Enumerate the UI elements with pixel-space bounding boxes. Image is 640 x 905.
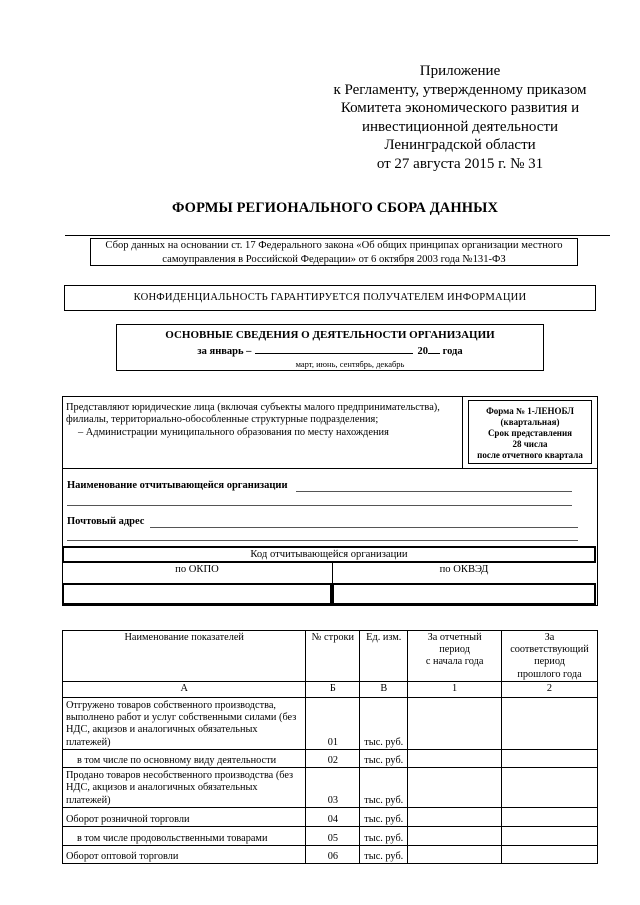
row-unit: тыс. руб. bbox=[360, 767, 408, 807]
table-row bbox=[63, 845, 598, 863]
org-name-label: Наименование отчитывающейся организации bbox=[67, 480, 288, 491]
col-header-period bbox=[408, 631, 502, 682]
appendix-block bbox=[300, 62, 620, 173]
col-code: 1 bbox=[408, 681, 502, 697]
form-frequency: (квартальная) bbox=[500, 417, 560, 427]
value-previous[interactable] bbox=[502, 697, 598, 749]
table-header-row bbox=[63, 631, 598, 682]
indicators-table bbox=[62, 630, 598, 864]
respondents-line: Представляют юридические лица (включая субъекты малого предпринимательства), bbox=[66, 402, 440, 413]
value-current[interactable] bbox=[408, 826, 502, 845]
table-row bbox=[63, 826, 598, 845]
col-code: 2 bbox=[502, 681, 598, 697]
confidentiality-notice: КОНФИДЕНЦИАЛЬНОСТЬ ГАРАНТИРУЕТСЯ ПОЛУЧАТЕЛЕМ ИНФОРМАЦИИ bbox=[64, 285, 596, 311]
period-year-field[interactable] bbox=[428, 344, 440, 354]
table-row bbox=[63, 767, 598, 807]
row-no: 02 bbox=[306, 749, 360, 767]
report-title: ОСНОВНЫЕ СВЕДЕНИЯ О ДЕЯТЕЛЬНОСТИ ОРГАНИЗАЦИИ bbox=[165, 329, 495, 341]
value-current[interactable] bbox=[408, 749, 502, 767]
row-name: в том числе продовольственными товарами bbox=[63, 826, 306, 845]
col-header-row-no: № строки bbox=[306, 631, 360, 682]
header-line: период bbox=[534, 656, 565, 668]
appendix-line: Приложение bbox=[419, 63, 501, 79]
value-previous[interactable] bbox=[502, 826, 598, 845]
row-name: Оборот розничной торговли bbox=[63, 807, 306, 826]
col-code: В bbox=[360, 681, 408, 697]
col-header-unit: Ед. изм. bbox=[360, 631, 408, 682]
year-prefix: 20 bbox=[417, 346, 428, 357]
report-period-box bbox=[116, 324, 544, 371]
row-no: 04 bbox=[306, 807, 360, 826]
respondents-line: филиалы, территориально-обособленные структурные подразделения; bbox=[66, 414, 379, 426]
okpo-input[interactable] bbox=[62, 583, 332, 605]
report-period-line bbox=[117, 344, 543, 357]
org-name-field[interactable] bbox=[296, 491, 572, 492]
appendix-line: к Регламенту, утвержденному приказом bbox=[333, 81, 587, 98]
address-field-line2[interactable] bbox=[67, 540, 578, 541]
row-unit: тыс. руб. bbox=[360, 845, 408, 863]
row-name: Оборот оптовой торговли bbox=[63, 845, 306, 863]
code-divider bbox=[332, 563, 333, 583]
row-unit: тыс. руб. bbox=[360, 807, 408, 826]
period-month-field[interactable] bbox=[255, 344, 413, 354]
appendix-line: от 27 августа 2015 г. № 31 bbox=[376, 155, 544, 172]
appendix-line: Ленинградской области bbox=[384, 137, 536, 153]
period-hint: март, июнь, сентябрь, декабрь bbox=[295, 359, 405, 369]
respondents-line: – Администрации муниципального образования по месту нахождения bbox=[78, 426, 389, 438]
legal-basis-line: Сбор данных на основании ст. 17 Федерального закона «Об общих принципах организации местного bbox=[105, 240, 563, 251]
org-name-field-line2[interactable] bbox=[67, 505, 572, 506]
table-row bbox=[63, 749, 598, 767]
okpo-label: по ОКПО bbox=[175, 564, 219, 575]
header-line: период bbox=[439, 644, 471, 656]
value-previous[interactable] bbox=[502, 845, 598, 863]
row-name: Отгружено товаров собственного производства, выполнено работ и услуг собственными силами (без НДС, акцизов и аналогичных обязательных платежей) bbox=[63, 697, 306, 749]
col-code: А bbox=[63, 681, 306, 697]
form-number: Форма № 1-ЛЕНОБЛ bbox=[486, 406, 574, 416]
value-current[interactable] bbox=[408, 767, 502, 807]
row-unit: тыс. руб. bbox=[360, 749, 408, 767]
row-unit: тыс. руб. bbox=[360, 826, 408, 845]
row-unit: тыс. руб. bbox=[360, 697, 408, 749]
page-title: ФОРМЫ РЕГИОНАЛЬНОГО СБОРА ДАННЫХ bbox=[171, 200, 499, 216]
address-label: Почтовый адрес bbox=[67, 516, 145, 527]
value-previous[interactable] bbox=[502, 767, 598, 807]
header-line: с начала года bbox=[425, 656, 484, 668]
col-code-row bbox=[63, 681, 598, 697]
col-code: Б bbox=[306, 681, 360, 697]
header-line: За соответствующий bbox=[510, 632, 589, 656]
row-no: 05 bbox=[306, 826, 360, 845]
respondents-text bbox=[66, 402, 464, 439]
deadline-day: 28 числа bbox=[512, 439, 548, 449]
form-info-box bbox=[468, 400, 592, 464]
row-name: Продано товаров несобственного производства (без НДС, акцизов и аналогичных обязательных платежей) bbox=[63, 767, 306, 807]
value-previous[interactable] bbox=[502, 749, 598, 767]
block-divider bbox=[462, 396, 463, 468]
value-current[interactable] bbox=[408, 697, 502, 749]
value-current[interactable] bbox=[408, 845, 502, 863]
org-code-header: Код отчитывающейся организации bbox=[62, 546, 596, 563]
value-current[interactable] bbox=[408, 807, 502, 826]
appendix-line: Комитета экономического развития и bbox=[340, 100, 580, 116]
okved-input[interactable] bbox=[332, 583, 596, 605]
table-row bbox=[63, 697, 598, 749]
table-row bbox=[63, 807, 598, 826]
legal-basis-box bbox=[90, 238, 578, 266]
appendix-line: инвестиционной деятельности bbox=[361, 118, 559, 135]
row-no: 01 bbox=[306, 697, 360, 749]
row-no: 03 bbox=[306, 767, 360, 807]
header-line: За отчетный bbox=[427, 632, 482, 643]
value-previous[interactable] bbox=[502, 807, 598, 826]
period-prefix: за январь – bbox=[197, 346, 252, 357]
title-divider bbox=[65, 235, 610, 236]
okved-label: по ОКВЭД bbox=[439, 564, 489, 575]
address-field[interactable] bbox=[150, 527, 578, 528]
col-header-name: Наименование показателей bbox=[63, 631, 306, 682]
deadline-note: после отчетного квартала bbox=[477, 450, 583, 460]
col-header-prev bbox=[502, 631, 598, 682]
header-line: прошлого года bbox=[517, 668, 582, 680]
row-no: 06 bbox=[306, 845, 360, 863]
deadline-label: Срок представления bbox=[487, 428, 573, 438]
legal-basis-line: самоуправления в Российской Федерации» от 6 октября 2003 года №131-ФЗ bbox=[162, 254, 506, 265]
row-name: в том числе по основному виду деятельности bbox=[63, 749, 306, 767]
block-divider bbox=[62, 468, 598, 469]
year-suffix: года bbox=[442, 346, 463, 357]
